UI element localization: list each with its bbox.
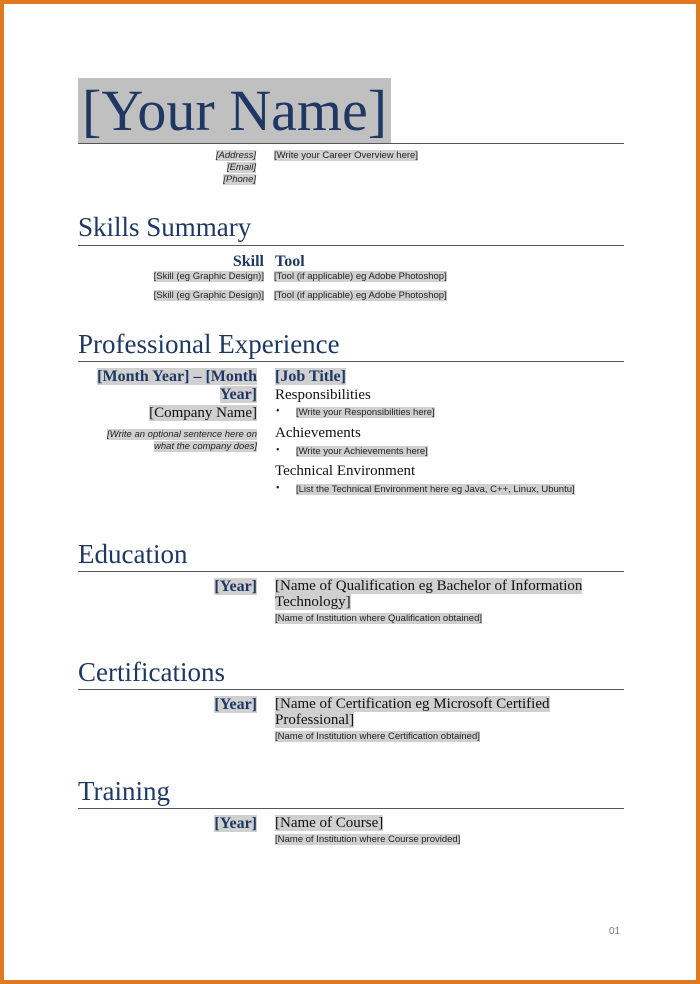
skills-heading: Skills Summary — [78, 212, 252, 242]
resume-name[interactable]: [Your Name] — [78, 78, 391, 144]
achievements-field[interactable]: [Write your Achievements here] — [296, 446, 428, 457]
date-range-line1[interactable]: [Month Year] – [Month — [97, 368, 257, 385]
company-description-line1[interactable]: [Write an optional sentence here on — [107, 429, 257, 440]
certifications-heading: Certifications — [78, 657, 225, 687]
phone-field[interactable]: [Phone] — [223, 174, 256, 185]
page-number: 01 — [609, 926, 621, 937]
education-institution-field[interactable]: [Name of Institution where Qualification obtained] — [275, 613, 483, 624]
achievements-bullet: • — [276, 445, 280, 456]
achievements-label: Achievements — [275, 425, 361, 441]
skills-rule — [78, 245, 624, 246]
tech-environment-bullet: • — [276, 483, 280, 494]
certification-year-field[interactable]: [Year] — [214, 696, 257, 713]
training-heading: Training — [78, 776, 171, 806]
education-heading: Education — [78, 539, 188, 569]
certification-line2[interactable]: Professional] — [275, 712, 355, 728]
experience-heading: Professional Experience — [78, 329, 340, 359]
certifications-rule — [78, 689, 624, 690]
tech-environment-label: Technical Environment — [275, 463, 416, 479]
certification-institution-field[interactable]: [Name of Institution where Certification obtained] — [275, 731, 480, 742]
training-year-field[interactable]: [Year] — [214, 815, 257, 832]
email-field[interactable]: [Email] — [226, 162, 256, 173]
skill-column-header: Skill — [232, 253, 264, 270]
responsibilities-label: Responsibilities — [275, 387, 371, 403]
course-name-field[interactable]: [Name of Course] — [275, 815, 384, 831]
job-title-field[interactable]: [Job Title] — [275, 368, 346, 385]
skill-field-1[interactable]: [Skill (eg Graphic Design)] — [153, 271, 264, 282]
company-name-field[interactable]: [Company Name] — [149, 405, 257, 421]
tech-environment-field[interactable]: [List the Technical Environment here eg Java, C++, Linux, Ubuntu] — [296, 484, 575, 495]
skill-field-2[interactable]: [Skill (eg Graphic Design)] — [153, 290, 264, 301]
address-field[interactable]: [Address] — [215, 150, 256, 161]
resume-page — [4, 4, 696, 980]
qualification-line2[interactable]: Technology] — [275, 594, 351, 610]
name-rule — [78, 143, 624, 144]
education-rule — [78, 571, 624, 572]
tool-field-2[interactable]: [Tool (if applicable) eg Adobe Photoshop] — [274, 290, 447, 301]
responsibilities-field[interactable]: [Write your Responsibilities here] — [296, 407, 435, 418]
education-year-field[interactable]: [Year] — [214, 578, 257, 595]
qualification-line1[interactable]: [Name of Qualification eg Bachelor of Information — [275, 578, 583, 594]
tool-field-1[interactable]: [Tool (if applicable) eg Adobe Photoshop] — [274, 271, 447, 282]
tool-column-header: Tool — [275, 253, 305, 270]
training-institution-field[interactable]: [Name of Institution where Course provided] — [275, 834, 461, 845]
company-description-line2[interactable]: what the company does] — [154, 441, 257, 452]
experience-rule — [78, 361, 624, 362]
training-rule — [78, 808, 624, 809]
career-overview-field[interactable]: [Write your Career Overview here] — [274, 150, 418, 161]
responsibilities-bullet: • — [276, 406, 280, 417]
certification-line1[interactable]: [Name of Certification eg Microsoft Certified — [275, 696, 550, 712]
date-range-line2[interactable]: Year] — [219, 386, 257, 403]
